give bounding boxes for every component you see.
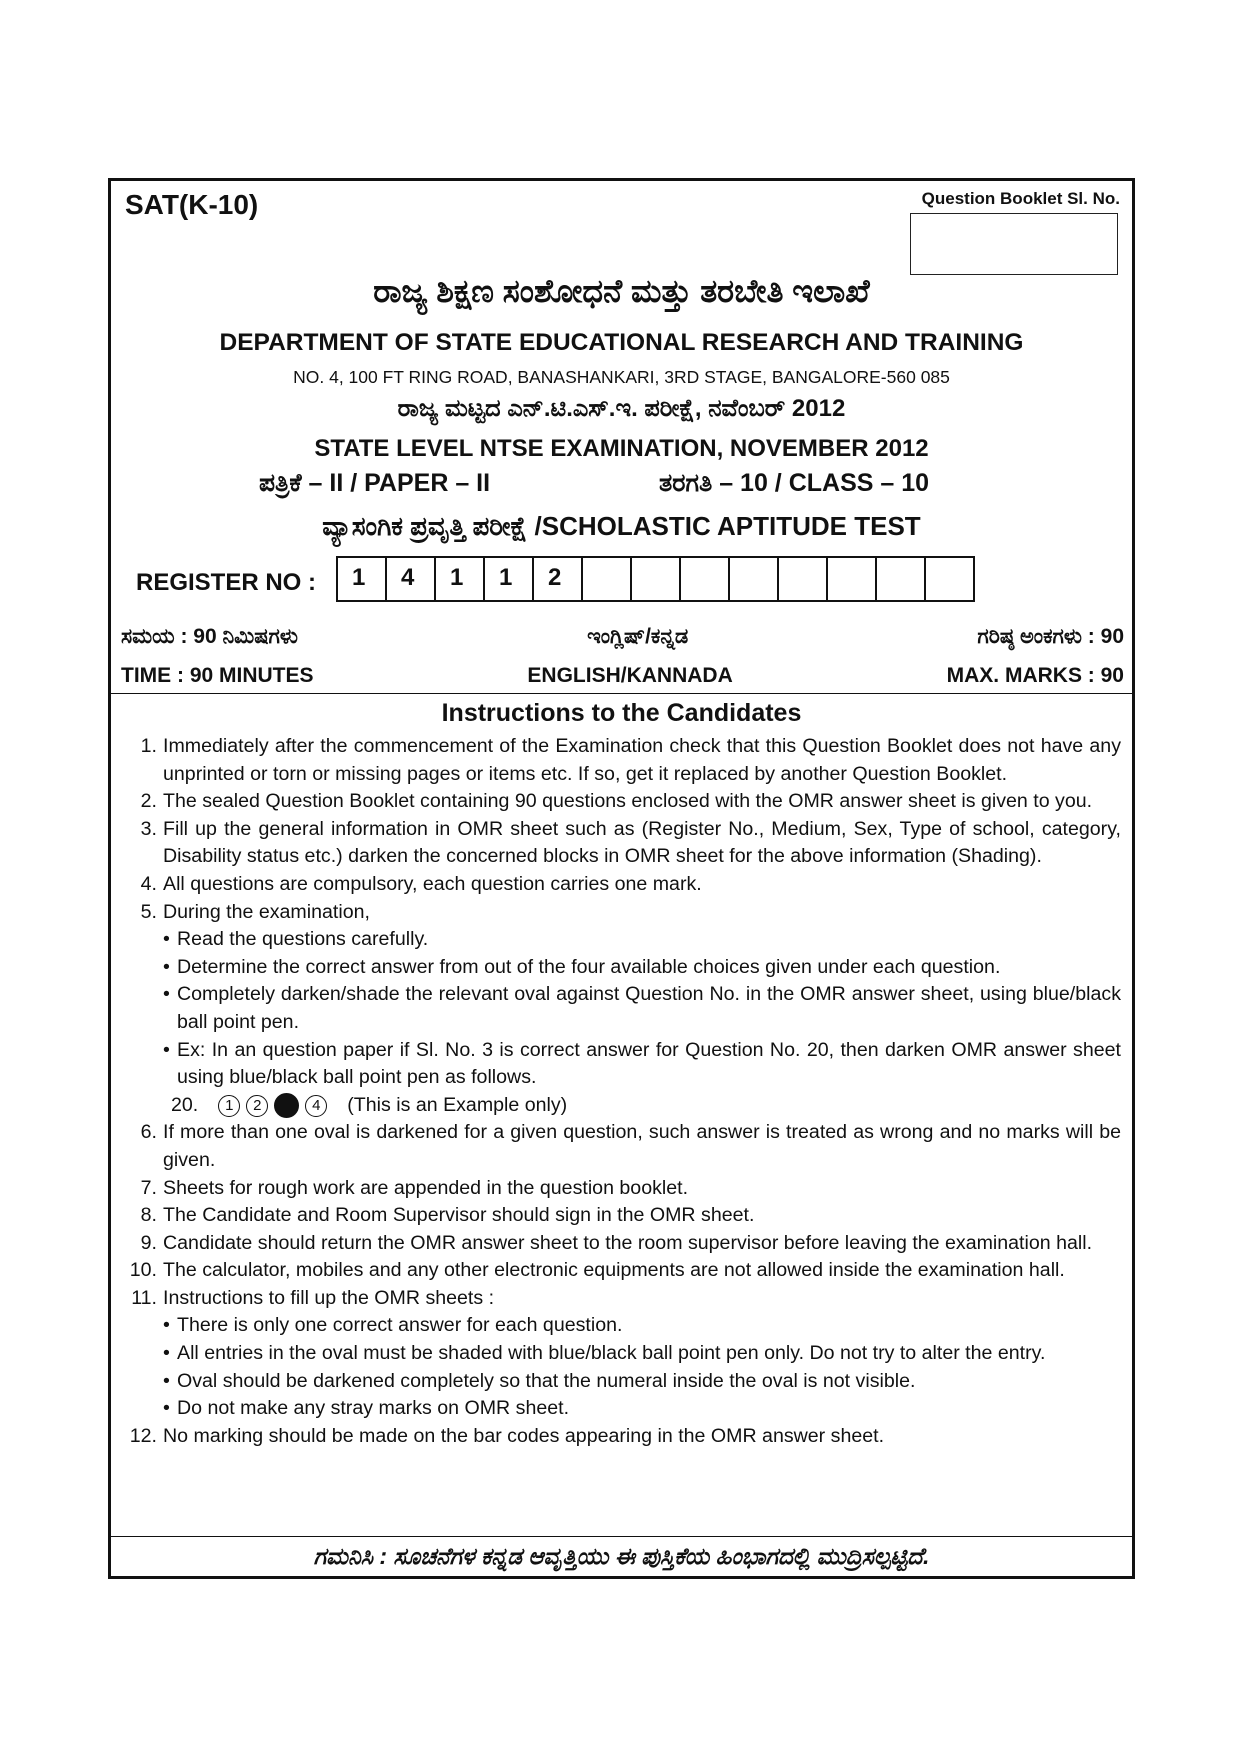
bullet-text: Ex: In an question paper if Sl. No. 3 is correct answer for Question No. 20, then darken OMR answer sheet using blue/black ball point pen as follows. bbox=[177, 1038, 1121, 1089]
instruction-bullet bbox=[163, 1395, 1121, 1423]
instruction-number: 12. bbox=[129, 1424, 157, 1447]
bullet-text: Do not make any stray marks on OMR sheet. bbox=[177, 1397, 570, 1420]
answer-oval: 2 bbox=[246, 1095, 268, 1117]
bullet-icon: • bbox=[163, 1038, 170, 1061]
instruction-item bbox=[125, 871, 1121, 899]
time-kannada: ಸಮಯ : 90 ನಿಮಿಷಗಳು bbox=[121, 625, 298, 648]
register-no-label: REGISTER NO : bbox=[136, 569, 317, 596]
register-digit-box bbox=[730, 558, 779, 600]
exam-meta bbox=[121, 664, 1124, 688]
max-marks-kannada: ಗರಿಷ್ಠ ಅಂಕಗಳು : 90 bbox=[977, 625, 1124, 648]
instruction-number: 4. bbox=[140, 872, 157, 895]
bullet-text: All entries in the oval must be shaded with blue/black ball point pen only. Do not try to alter the entry. bbox=[177, 1342, 1046, 1365]
instruction-item bbox=[125, 1257, 1121, 1285]
example-note: (This is an Example only) bbox=[347, 1093, 568, 1116]
paper-code: SAT(K-10) bbox=[125, 189, 259, 220]
instruction-bullet bbox=[163, 981, 1121, 1036]
answer-oval: 4 bbox=[305, 1095, 327, 1117]
instruction-item bbox=[125, 733, 1121, 788]
instruction-number: 5. bbox=[140, 900, 157, 923]
bullet-icon: • bbox=[163, 983, 170, 1006]
bullet-text: Determine the correct answer from out of the four available choices given under each question. bbox=[177, 955, 1001, 978]
register-no-boxes bbox=[336, 556, 975, 602]
bullet-icon: • bbox=[163, 1314, 170, 1337]
medium-label: ENGLISH/KANNADA bbox=[527, 664, 733, 687]
department-title: DEPARTMENT OF STATE EDUCATIONAL RESEARCH AND TRAINING bbox=[219, 329, 1024, 356]
bullet-text: Oval should be darkened completely so that the numeral inside the oval is not visible. bbox=[177, 1369, 916, 1392]
booklet-sl-no-label: Question Booklet Sl. No. bbox=[921, 189, 1120, 208]
bullet-icon: • bbox=[163, 1342, 170, 1365]
time-label: TIME : 90 MINUTES bbox=[121, 664, 314, 687]
instruction-text: No marking should be made on the bar codes appearing in the OMR answer sheet. bbox=[163, 1424, 885, 1447]
instruction-item bbox=[125, 1175, 1121, 1203]
instruction-number: 7. bbox=[140, 1176, 157, 1199]
register-digit-box: 1 bbox=[436, 558, 485, 600]
instruction-item bbox=[125, 816, 1121, 871]
instructions-list bbox=[125, 733, 1121, 1450]
paper-label: ಪತ್ರಿಕೆ – II / PAPER – II bbox=[259, 469, 491, 497]
booklet-sl-no-box bbox=[910, 213, 1118, 275]
register-digit-box bbox=[926, 558, 975, 600]
filled-oval bbox=[274, 1093, 299, 1118]
instruction-bullet bbox=[163, 954, 1121, 982]
instruction-text: Instructions to fill up the OMR sheets : bbox=[163, 1286, 495, 1309]
instruction-number: 2. bbox=[140, 790, 157, 813]
instruction-bullet bbox=[163, 1037, 1121, 1092]
instruction-bullet bbox=[163, 1368, 1121, 1396]
instruction-bullet bbox=[163, 1312, 1121, 1340]
register-digit-box: 1 bbox=[338, 558, 387, 600]
instruction-bullet bbox=[163, 926, 1121, 954]
bullet-text: There is only one correct answer for each question. bbox=[177, 1314, 623, 1337]
instruction-text: The Candidate and Room Supervisor should sign in the OMR sheet. bbox=[163, 1204, 755, 1227]
instruction-bullet bbox=[163, 1340, 1121, 1368]
divider bbox=[111, 693, 1132, 694]
instructions-title: Instructions to the Candidates bbox=[441, 699, 802, 727]
class-label: ತರಗತಿ – 10 / CLASS – 10 bbox=[659, 469, 930, 497]
instruction-item bbox=[125, 1230, 1121, 1258]
instruction-text: All questions are compulsory, each question carries one mark. bbox=[163, 872, 702, 895]
bullet-text: Read the questions carefully. bbox=[177, 928, 429, 951]
bullet-icon: • bbox=[163, 1397, 170, 1420]
test-title: ವ್ಯಾಸಂಗಿಕ ಪ್ರವೃತ್ತಿ ಪರೀಕ್ಷೆ /SCHOLASTIC APTITUDE TEST bbox=[322, 511, 921, 541]
instruction-item bbox=[125, 1119, 1121, 1174]
instruction-text: Candidate should return the OMR answer sheet to the room supervisor before leaving the examination hall. bbox=[163, 1231, 1093, 1254]
instruction-number: 3. bbox=[140, 817, 157, 840]
register-digit-box bbox=[779, 558, 828, 600]
register-digit-box: 2 bbox=[534, 558, 583, 600]
example-ovals bbox=[218, 1093, 333, 1118]
answer-oval: 1 bbox=[218, 1095, 240, 1117]
footer-note: ಗಮನಿಸಿ : ಸೂಚನೆಗಳ ಕನ್ನಡ ಆವೃತ್ತಿಯು ಈ ಪುಸ್ತಿಕೆಯ ಹಿಂಭಾಗದಲ್ಲಿ ಮುದ್ರಿಸಲ್ಪಟ್ಟಿದೆ. bbox=[313, 1543, 930, 1569]
department-address: NO. 4, 100 FT RING ROAD, BANASHANKARI, 3RD STAGE, BANGALORE-560 085 bbox=[293, 367, 950, 387]
instruction-number: 9. bbox=[140, 1231, 157, 1254]
exam-meta-kannada bbox=[121, 625, 1124, 649]
exam-title-kannada: ರಾಜ್ಯ ಮಟ್ಟದ ಎನ್.ಟಿ.ಎಸ್.ಇ. ಪರೀಕ್ಷೆ, ನವೆಂಬರ್ 2012 bbox=[397, 395, 846, 422]
register-digit-box: 4 bbox=[387, 558, 436, 600]
instruction-text: During the examination, bbox=[163, 900, 370, 923]
booklet-cover bbox=[108, 178, 1135, 1579]
instruction-number: 1. bbox=[140, 735, 157, 757]
bullet-icon: • bbox=[163, 1369, 170, 1392]
instruction-text: Immediately after the commencement of the Examination check that this Question Booklet does not have any unprinted or torn or missing pages or items etc. If so, get it replaced by another Question Booklet. bbox=[163, 735, 1121, 785]
bullet-icon: • bbox=[163, 928, 170, 951]
instruction-number: 10. bbox=[129, 1259, 157, 1282]
example-question-number: 20. bbox=[171, 1093, 199, 1116]
omr-example bbox=[171, 1092, 1121, 1120]
instruction-item bbox=[125, 1285, 1121, 1313]
medium-kannada: ಇಂಗ್ಲಿಷ್/ಕನ್ನಡ bbox=[587, 625, 689, 648]
instruction-item bbox=[125, 1202, 1121, 1230]
register-digit-box bbox=[583, 558, 632, 600]
bullet-icon: • bbox=[163, 955, 170, 978]
instruction-text: Sheets for rough work are appended in the question booklet. bbox=[163, 1176, 689, 1199]
instruction-number: 8. bbox=[140, 1204, 157, 1227]
register-digit-box bbox=[681, 558, 730, 600]
instruction-text: Fill up the general information in OMR sheet such as (Register No., Medium, Sex, Type of school, category, Disability status etc.) darken the concerned blocks in OMR sheet for the above information (Shading). bbox=[163, 817, 1121, 868]
register-digit-box bbox=[828, 558, 877, 600]
instruction-number: 11. bbox=[131, 1286, 157, 1309]
exam-title: STATE LEVEL NTSE EXAMINATION, NOVEMBER 2012 bbox=[314, 435, 929, 462]
instruction-number: 6. bbox=[140, 1121, 157, 1144]
instruction-text: The calculator, mobiles and any other electronic equipments are not allowed inside the examination hall. bbox=[163, 1259, 1065, 1282]
max-marks-label: MAX. MARKS : 90 bbox=[946, 664, 1124, 687]
register-digit-box: 1 bbox=[485, 558, 534, 600]
register-digit-box bbox=[877, 558, 926, 600]
divider bbox=[111, 1536, 1132, 1537]
instruction-item bbox=[125, 788, 1121, 816]
bullet-text: Completely darken/shade the relevant oval against Question No. in the OMR answer sheet, using blue/black ball point pen. bbox=[177, 983, 1121, 1033]
instruction-text: The sealed Question Booklet containing 90 questions enclosed with the OMR answer sheet is given to you. bbox=[163, 790, 1093, 813]
instruction-item bbox=[125, 899, 1121, 927]
register-digit-box bbox=[632, 558, 681, 600]
department-title-kannada: ರಾಜ್ಯ ಶಿಕ್ಷಣ ಸಂಶೋಧನೆ ಮತ್ತು ತರಬೇತಿ ಇಲಾಖೆ bbox=[373, 273, 870, 309]
instruction-text: If more than one oval is darkened for a given question, such answer is treated as wrong and no marks will be given. bbox=[163, 1121, 1121, 1171]
instruction-item bbox=[125, 1423, 1121, 1451]
